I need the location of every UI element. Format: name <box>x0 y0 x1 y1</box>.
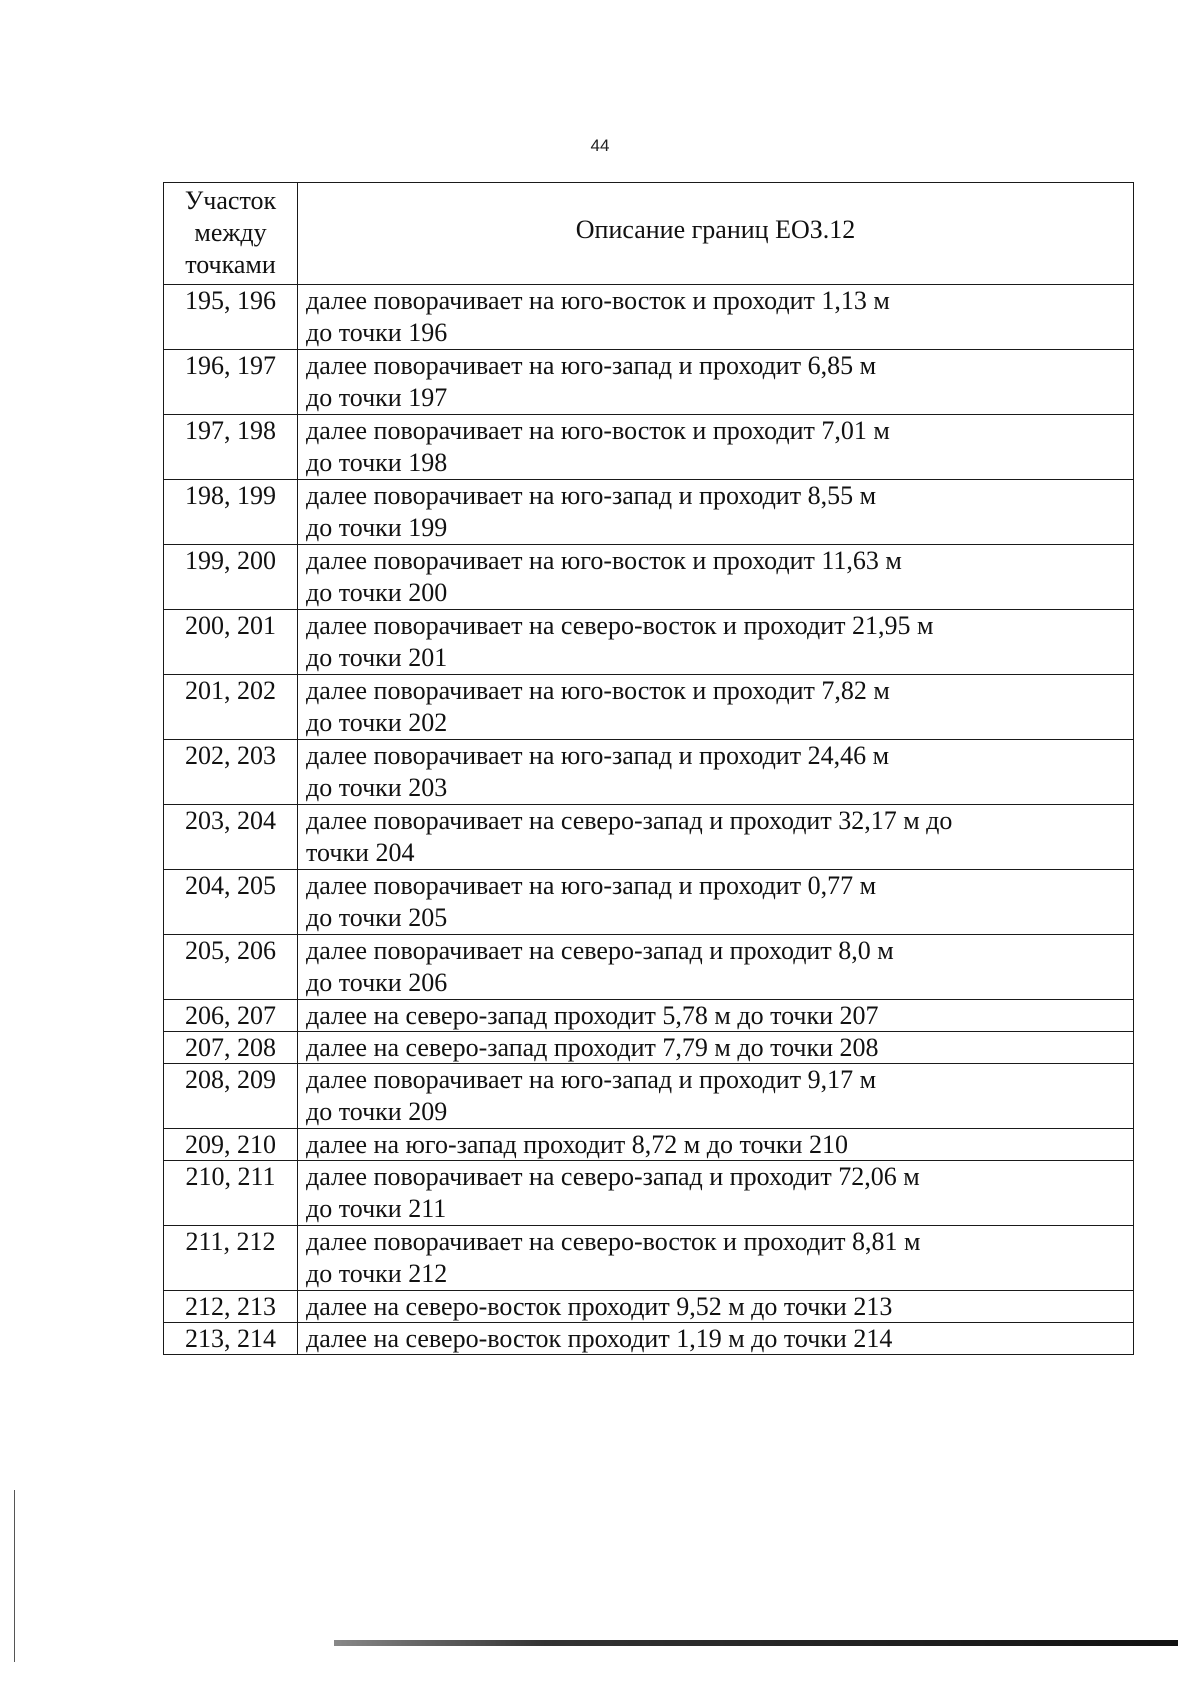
segment-cell: 201, 202 <box>164 675 298 740</box>
table-row <box>164 610 1134 675</box>
header-segment: Участок между точками <box>164 183 298 285</box>
segment-cell: 197, 198 <box>164 415 298 480</box>
table-row <box>164 285 1134 350</box>
boundary-table-container <box>163 182 1134 1355</box>
description-cell: далее поворачивает на юго-восток и проходит 7,01 м до точки 198 <box>298 415 1134 480</box>
description-cell: далее поворачивает на северо-восток и проходит 8,81 м до точки 212 <box>298 1226 1134 1291</box>
description-cell: далее на северо-восток проходит 1,19 м до точки 214 <box>298 1323 1134 1355</box>
table-row <box>164 1161 1134 1226</box>
description-cell: далее поворачивает на юго-запад и проходит 0,77 м до точки 205 <box>298 870 1134 935</box>
segment-cell: 204, 205 <box>164 870 298 935</box>
description-cell: далее поворачивает на юго-восток и проходит 7,82 м до точки 202 <box>298 675 1134 740</box>
segment-cell: 213, 214 <box>164 1323 298 1355</box>
description-cell: далее поворачивает на юго-восток и проходит 1,13 м до точки 196 <box>298 285 1134 350</box>
segment-cell: 196, 197 <box>164 350 298 415</box>
table-row <box>164 935 1134 1000</box>
segment-cell: 207, 208 <box>164 1032 298 1064</box>
segment-cell: 206, 207 <box>164 1000 298 1032</box>
segment-cell: 211, 212 <box>164 1226 298 1291</box>
table-row <box>164 1064 1134 1129</box>
description-cell: далее поворачивает на северо-восток и проходит 21,95 м до точки 201 <box>298 610 1134 675</box>
segment-cell: 200, 201 <box>164 610 298 675</box>
segment-cell: 209, 210 <box>164 1129 298 1161</box>
segment-cell: 199, 200 <box>164 545 298 610</box>
description-cell: далее поворачивает на юго-восток и проходит 11,63 м до точки 200 <box>298 545 1134 610</box>
description-cell: далее поворачивает на юго-запад и проходит 8,55 м до точки 199 <box>298 480 1134 545</box>
table-row <box>164 1323 1134 1355</box>
table-row <box>164 1032 1134 1064</box>
segment-cell: 198, 199 <box>164 480 298 545</box>
description-cell: далее поворачивает на северо-запад и проходит 32,17 м до точки 204 <box>298 805 1134 870</box>
table-row <box>164 740 1134 805</box>
description-cell: далее на северо-запад проходит 7,79 м до точки 208 <box>298 1032 1134 1064</box>
boundary-table <box>163 182 1134 1355</box>
table-row <box>164 675 1134 740</box>
table-row <box>164 870 1134 935</box>
description-cell: далее поворачивает на северо-запад и проходит 72,06 м до точки 211 <box>298 1161 1134 1226</box>
segment-cell: 202, 203 <box>164 740 298 805</box>
segment-cell: 210, 211 <box>164 1161 298 1226</box>
segment-cell: 205, 206 <box>164 935 298 1000</box>
table-row <box>164 1000 1134 1032</box>
segment-cell: 212, 213 <box>164 1291 298 1323</box>
segment-cell: 203, 204 <box>164 805 298 870</box>
description-cell: далее поворачивает на северо-запад и проходит 8,0 м до точки 206 <box>298 935 1134 1000</box>
segment-cell: 195, 196 <box>164 285 298 350</box>
table-row <box>164 415 1134 480</box>
header-description: Описание границ ЕОЗ.12 <box>298 183 1134 285</box>
scan-margin-line <box>14 1490 15 1662</box>
table-row <box>164 1226 1134 1291</box>
description-cell: далее на северо-запад проходит 5,78 м до точки 207 <box>298 1000 1134 1032</box>
table-row <box>164 1291 1134 1323</box>
table-row <box>164 480 1134 545</box>
table-row <box>164 1129 1134 1161</box>
page-number: 44 <box>590 136 610 155</box>
bottom-rule <box>334 1640 1178 1646</box>
description-cell: далее на северо-восток проходит 9,52 м до точки 213 <box>298 1291 1134 1323</box>
table-row <box>164 805 1134 870</box>
description-cell: далее поворачивает на юго-запад и проходит 6,85 м до точки 197 <box>298 350 1134 415</box>
table-row <box>164 350 1134 415</box>
description-cell: далее поворачивает на юго-запад и проходит 24,46 м до точки 203 <box>298 740 1134 805</box>
description-cell: далее на юго-запад проходит 8,72 м до точки 210 <box>298 1129 1134 1161</box>
table-row <box>164 545 1134 610</box>
description-cell: далее поворачивает на юго-запад и проходит 9,17 м до точки 209 <box>298 1064 1134 1129</box>
segment-cell: 208, 209 <box>164 1064 298 1129</box>
table-header-row <box>164 183 1134 285</box>
